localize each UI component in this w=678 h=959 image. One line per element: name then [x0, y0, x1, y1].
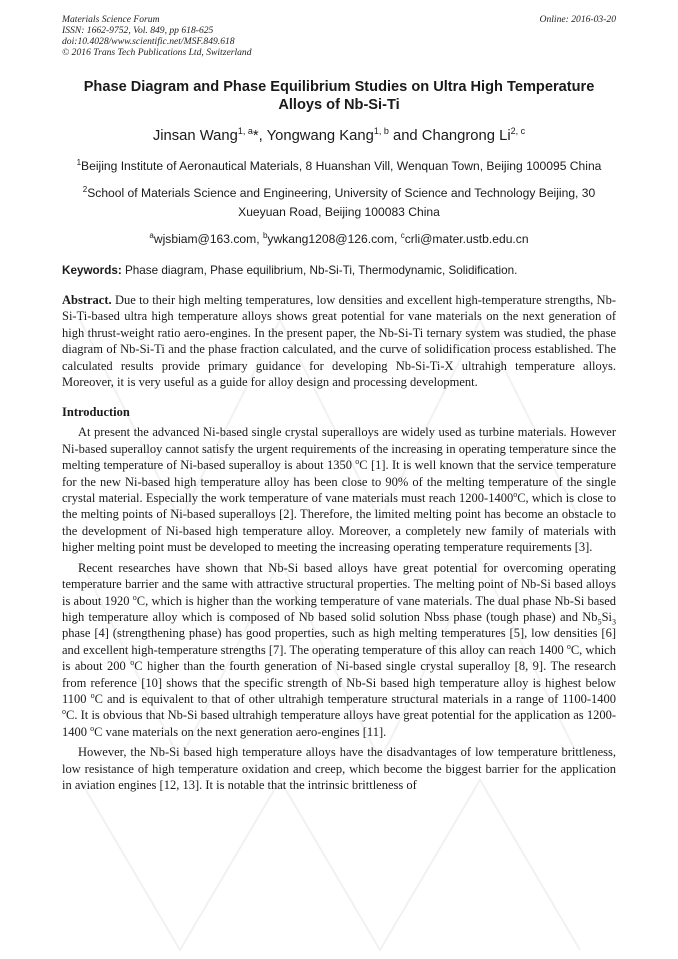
issn-line: ISSN: 1662-9752, Vol. 849, pp 618-625 [62, 25, 214, 36]
paragraph-text: C and is equivalent to that of other ultrahigh temperature structural materials in a range of 1100-1400 [94, 691, 616, 706]
paragraph-text: C. It is obvious that Nb-Si based ultrahigh temperature alloys have great potential for the application as 1200-1400 [62, 708, 616, 739]
author-name: Yongwang Kang [266, 127, 374, 144]
author-name: Jinsan Wang [152, 127, 238, 144]
copyright-line: © 2016 Trans Tech Publications Ltd, Switzerland [62, 47, 252, 58]
journal-name: Materials Science Forum [62, 14, 160, 25]
paragraph-text: Recent researches have shown that Nb-Si based alloys have great potential for overcoming operating temperature barrier and the same with attractive structural properties. The melting point of Nb-Si based alloys is about 1920 [62, 560, 616, 608]
author-superscript: 1, b [373, 126, 389, 136]
email-superscript: b [262, 230, 268, 240]
section-heading-introduction: Introduction [62, 405, 130, 420]
author-name: Changrong Li [421, 127, 511, 144]
intro-paragraph-1 [62, 424, 616, 555]
intro-paragraph-2 [62, 560, 616, 740]
abstract-label: Abstract. [62, 293, 112, 308]
paper-title: Phase Diagram and Phase Equilibrium Studies on Ultra High Temperature Alloys of Nb-Si-Ti [83, 79, 595, 113]
paragraph-text: phase [4] (strengthening phase) has good properties, such as high melting temperatures [5], low densities [6] and excellent high-temperature strengths [7]. The operating temperature of this alloy can reach 1400 [62, 626, 616, 657]
formula-subscript: 5 [597, 617, 602, 627]
author-separator: and [388, 127, 422, 144]
paragraph-text: C [1]. It is well known that the service temperature for the new Ni-based high temperature alloy has been close to 90% of the melting temperature of the single crystal material. Especially the work temperature of vane materials must reach 1200-1400 [62, 458, 616, 506]
paragraph-text: Si [601, 609, 612, 624]
email-link[interactable]: ywkang1208@126.com, [267, 232, 401, 247]
degree-superscript: o [90, 690, 95, 700]
keywords [62, 263, 616, 279]
degree-superscript: o [566, 641, 571, 651]
paragraph-text: C higher than the fourth generation of Ni-based single crystal superalloy [8, 9]. The research from reference [10] shows that the specific strength of Nb-Si based high temperature alloy is highest below 1100 [62, 659, 617, 706]
formula-subscript: 3 [612, 617, 616, 627]
paragraph-text: C, which is close to the melting points of Ni-based superalloys [2]. Therefore, the limited melting point has become an obstacle to the development of Ni-based high temperature alloy. Moreover, a completely new family of materials with higher melting point must be developed to meeting the increasing operating temperature requirements [3]. [62, 491, 616, 555]
email-link[interactable]: wjsbiam@163.com, [153, 232, 263, 247]
email-superscript: c [400, 230, 405, 240]
keywords-label: Keywords: [62, 264, 122, 278]
degree-superscript: o [130, 657, 135, 667]
degree-superscript: o [513, 489, 518, 499]
affiliation-number: 2 [82, 184, 88, 194]
doi-line: doi:10.4028/www.scientific.net/MSF.849.618 [62, 36, 235, 47]
journal-header [62, 14, 616, 58]
abstract [62, 292, 616, 390]
author-superscript: 1, a [237, 126, 253, 136]
degree-superscript: o [132, 592, 137, 602]
affiliation-2 [62, 180, 616, 222]
author-superscript: 2, c [510, 126, 526, 136]
degree-superscript: o [62, 707, 66, 717]
degree-superscript: o [355, 457, 360, 467]
abstract-text: Due to their high melting temperatures, low densities and excellent high-temperature strengths, Nb-Si-Ti-based ultra high temperature alloys shows great potential for vane materials on the next generation of high thrust-weight ratio aero-engines. In the present paper, the Nb-Si-Ti ternary system was studied, the phase diagram of Nb-Si-Ti and the phase fraction calculated, and the curve of solidification process established. The calculated results provide primary guidance for developing Nb-Si-Ti-X ultrahigh temperature alloys. Moreover, it is very useful as a guide for alloy design and processing development. [62, 293, 616, 390]
affiliation-text: Beijing Institute of Aeronautical Materials, 8 Huanshan Vill, Wenquan Town, Beijing 100095 China [81, 158, 602, 173]
paragraph-text: C, which is about 200 [62, 642, 616, 674]
author-list [62, 122, 616, 146]
keywords-text: Phase diagram, Phase equilibrium, Nb-Si-Ti, Thermodynamic, Solidification. [121, 264, 518, 278]
affiliation-number: 1 [76, 157, 82, 167]
affiliation-text: School of Materials Science and Engineering, University of Science and Technology Beijing, 30 Xueyuan Road, Beijing 100083 China [87, 185, 596, 219]
paragraph-text: C, which is higher than the working temperature of vane materials. The dual phase Nb-Si based high temperature alloy which is composed of Nb based solid solution Nbss phase (tough phase) and Nb [62, 593, 616, 624]
paragraph-text: C vane materials on the next generation aero-engines [11]. [94, 724, 387, 739]
paragraph-text: At present the advanced Ni-based single crystal superalloys are widely used as turbine materials. However Ni-based superalloy cannot satisfy the urgent requirements of the increasing in operating temperature since the melting temperature of Ni-based superalloy is about 1350 [62, 425, 616, 473]
author-emails [62, 228, 616, 247]
email-link[interactable]: crli@mater.ustb.edu.cn [404, 232, 529, 247]
email-superscript: a [149, 230, 154, 240]
intro-paragraph-3: However, the Nb-Si based high temperature alloys have the disadvantages of low temperature brittleness, low resistance of high temperature oxidation and creep, which become the biggest barrier for the application in aviation engines [12, 13]. It is notable that the intrinsic brittleness of [62, 745, 616, 792]
degree-superscript: o [90, 723, 95, 733]
affiliation-1 [62, 153, 616, 176]
online-date: Online: 2016-03-20 [539, 14, 616, 25]
author-separator: , [258, 127, 267, 144]
corresponding-mark: * [252, 127, 259, 144]
